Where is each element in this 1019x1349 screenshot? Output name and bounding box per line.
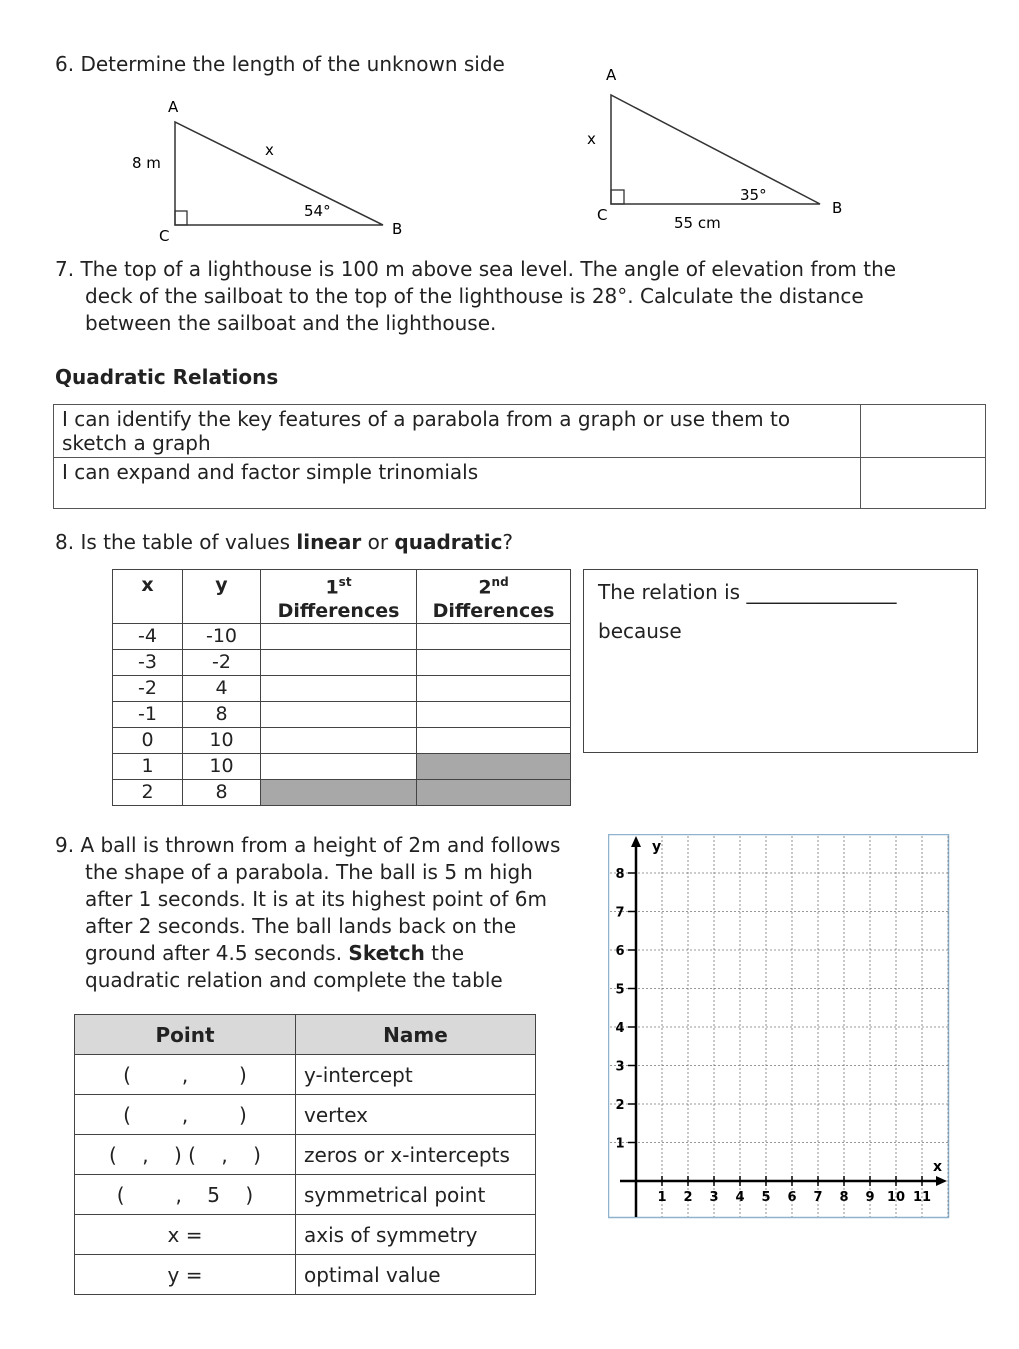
- triangle-1-diagram: [120, 90, 420, 250]
- x-tick-label: 3: [709, 1190, 719, 1205]
- point-answer[interactable]: x =: [75, 1215, 296, 1255]
- table-row: 0 10: [113, 728, 571, 754]
- table-row: -1 8: [113, 702, 571, 728]
- x-tick-label: 11: [912, 1190, 932, 1205]
- tri2-base: 55 cm: [674, 214, 721, 232]
- checklist-item: I can identify the key features of a parabola from a graph or use them to sketch a graph: [54, 405, 861, 458]
- q9-line: the shape of a parabola. The ball is 5 m high: [85, 860, 533, 884]
- y-tick-label: 7: [615, 905, 625, 921]
- col-second-diff-header: 2nd Differences: [417, 570, 571, 624]
- answer-cell[interactable]: [261, 624, 417, 650]
- shaded-cell: [261, 780, 417, 806]
- x-axis-label: x: [933, 1159, 943, 1175]
- q7-text: [55, 256, 985, 337]
- q6-prompt: 6. Determine the length of the unknown side: [55, 52, 505, 76]
- answer-cell[interactable]: [261, 754, 417, 780]
- triangle-2-diagram: [580, 60, 860, 240]
- tri1-label-b: B: [392, 220, 403, 238]
- table-row: [75, 1095, 536, 1135]
- x-tick-label: 6: [787, 1190, 797, 1205]
- feature-name: optimal value: [296, 1255, 536, 1295]
- checklist-table: [53, 404, 986, 509]
- checklist-check-box[interactable]: [861, 458, 986, 509]
- q7-line1: 7. The top of a lighthouse is 100 m above sea level. The angle of elevation from the: [55, 257, 897, 281]
- relation-answer-box[interactable]: [583, 569, 978, 753]
- feature-name: axis of symmetry: [296, 1215, 536, 1255]
- y-axis-label: y: [652, 839, 662, 855]
- tri1-angle: 54°: [304, 202, 331, 220]
- tri2-angle: 35°: [740, 186, 767, 204]
- answer-cell[interactable]: [417, 624, 571, 650]
- table-row: [75, 1255, 536, 1295]
- values-table: [112, 569, 571, 806]
- features-table: [74, 1014, 536, 1295]
- feature-name: vertex: [296, 1095, 536, 1135]
- tri2-side: x: [587, 130, 596, 148]
- y-tick-label: 6: [615, 944, 625, 959]
- x-tick-label: 1: [657, 1190, 667, 1205]
- table-row: -4 -10: [113, 624, 571, 650]
- x-tick-label: 7: [813, 1190, 823, 1205]
- x-tick-label: 8: [839, 1190, 849, 1205]
- point-answer[interactable]: y =: [75, 1255, 296, 1295]
- tri1-label-a: A: [168, 98, 179, 116]
- section-heading: Quadratic Relations: [55, 365, 279, 389]
- y-tick-label: 2: [615, 1098, 625, 1113]
- answer-cell[interactable]: [261, 728, 417, 754]
- feature-name: symmetrical point: [296, 1175, 536, 1215]
- grid-frame: [609, 835, 949, 1218]
- q9-line: 9. A ball is thrown from a height of 2m and follows: [55, 833, 561, 857]
- point-answer[interactable]: ( , ) ( , ): [75, 1135, 296, 1175]
- point-answer[interactable]: ( , 5 ): [75, 1175, 296, 1215]
- table-row: 2 8: [113, 780, 571, 806]
- tri1-hyp: x: [265, 141, 274, 159]
- answer-cell[interactable]: [417, 676, 571, 702]
- q9-line: ground after 4.5 seconds. Sketch the: [85, 941, 464, 965]
- x-tick-label: 9: [865, 1190, 875, 1205]
- answer-cell[interactable]: [417, 728, 571, 754]
- answer-cell[interactable]: [417, 702, 571, 728]
- col-y-header: y: [183, 570, 261, 624]
- y-tick-label: 5: [615, 982, 625, 998]
- answer-cell[interactable]: [261, 650, 417, 676]
- table-row: [75, 1135, 536, 1175]
- table-row: 1 10: [113, 754, 571, 780]
- table-row: [75, 1175, 536, 1215]
- table-row: -2 4: [113, 676, 571, 702]
- col-first-diff-header: 1st Differences: [261, 570, 417, 624]
- tri2-label-c: C: [597, 206, 608, 224]
- shaded-cell: [417, 780, 571, 806]
- table-row: -3 -2: [113, 650, 571, 676]
- q9-line: after 2 seconds. The ball lands back on the: [85, 914, 517, 938]
- y-tick-label: 3: [615, 1059, 625, 1075]
- x-tick-label: 2: [683, 1190, 693, 1205]
- relation-line: The relation is _______________: [598, 580, 897, 604]
- name-header: Name: [296, 1015, 536, 1055]
- feature-name: y-intercept: [296, 1055, 536, 1095]
- x-tick-label: 5: [761, 1190, 771, 1205]
- checklist-check-box[interactable]: [861, 405, 986, 458]
- answer-cell[interactable]: [261, 676, 417, 702]
- tri1-side: 8 m: [132, 154, 161, 172]
- point-answer[interactable]: ( , ): [75, 1095, 296, 1135]
- shaded-cell: [417, 754, 571, 780]
- tri2-label-a: A: [606, 66, 617, 84]
- point-header: Point: [75, 1015, 296, 1055]
- q9-line: after 1 seconds. It is at its highest point of 6m: [85, 887, 548, 911]
- tri1-label-c: C: [159, 227, 170, 245]
- x-tick-label: 10: [886, 1190, 906, 1205]
- q7-line3: between the sailboat and the lighthouse.: [85, 311, 497, 335]
- q9-text: [55, 832, 595, 994]
- y-tick-label: 4: [615, 1021, 625, 1036]
- table-row: [75, 1215, 536, 1255]
- table-row: [75, 1055, 536, 1095]
- checklist-item: I can expand and factor simple trinomials: [54, 458, 861, 509]
- q7-line2: deck of the sailboat to the top of the lighthouse is 28°. Calculate the distance: [85, 284, 864, 308]
- q9-line: quadratic relation and complete the table: [85, 968, 503, 992]
- because-label: because: [598, 619, 682, 643]
- tri2-label-b: B: [832, 199, 843, 217]
- y-tick-label: 8: [615, 867, 625, 882]
- answer-cell[interactable]: [261, 702, 417, 728]
- answer-cell[interactable]: [417, 650, 571, 676]
- q8-prompt: 8. Is the table of values linear or quadratic?: [55, 530, 514, 554]
- col-x-header: x: [113, 570, 183, 624]
- point-answer[interactable]: ( , ): [75, 1055, 296, 1095]
- y-tick-label: 1: [615, 1136, 625, 1152]
- coordinate-grid[interactable]: [608, 834, 950, 1220]
- x-tick-label: 4: [735, 1190, 745, 1205]
- feature-name: zeros or x-intercepts: [296, 1135, 536, 1175]
